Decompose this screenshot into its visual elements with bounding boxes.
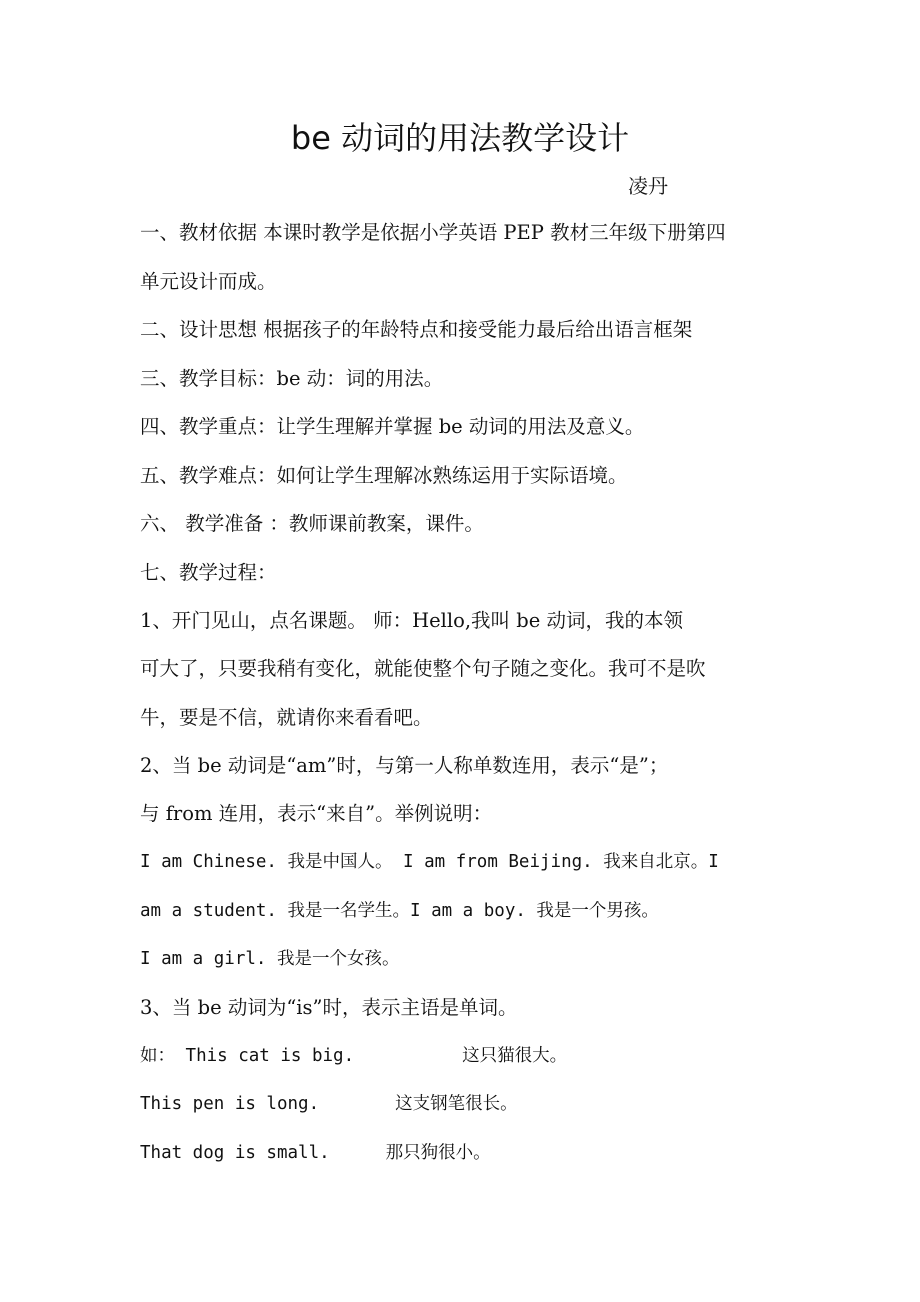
- text-line: 五、教学难点：如何让学生理解冰熟练运用于实际语境。: [140, 464, 628, 487]
- text-line: 2、当 be 动词是“am”时，与第一人称单数连用，表示“是”；: [140, 754, 669, 777]
- text-line: 可大了，只要我稍有变化，就能使整个句子随之变化。我可不是吹: [140, 657, 706, 680]
- text-line: 四、教学重点：让学生理解并掌握 be 动词的用法及意义。: [140, 415, 645, 438]
- example-english: That dog is small.: [140, 1143, 330, 1163]
- example-english: This pen is long.: [140, 1094, 320, 1114]
- text-line: I am Chinese. 我是中国人。 I am from Beijing. 我来自北京。I: [140, 852, 719, 872]
- example-chinese: 这只猫很大。: [462, 1046, 568, 1066]
- example-row: [140, 1042, 790, 1070]
- example-row: [140, 1139, 790, 1167]
- text-line: 二、设计思想 根据孩子的年龄特点和接受能力最后给出语言框架: [140, 318, 693, 341]
- text-line: 六、 教学准备 ：教师课前教案，课件。: [140, 512, 484, 535]
- example-row: [140, 1090, 790, 1118]
- text-line: 三、教学目标：be 动：词的用法。: [140, 367, 444, 390]
- text-line: 3、当 be 动词为“is”时，表示主语是单词。: [140, 996, 518, 1019]
- text-line: 七、教学过程：: [140, 561, 277, 584]
- text-line: 1、开门见山，点名课题。 师：Hello,我叫 be 动词，我的本领: [140, 609, 683, 632]
- author-name: 凌丹: [628, 174, 668, 198]
- text-line: 单元设计而成。: [140, 270, 277, 293]
- example-chinese: 这支钢笔很长。: [395, 1094, 518, 1114]
- text-line: I am a girl. 我是一个女孩。: [140, 949, 400, 969]
- text-line: 与 from 连用，表示“来自”。举例说明：: [140, 802, 493, 825]
- example-english: 如： This cat is big.: [140, 1046, 355, 1066]
- example-chinese: 那只狗很小。: [385, 1143, 491, 1163]
- text-line: am a student. 我是一名学生。I am a boy. 我是一个男孩。: [140, 901, 659, 921]
- text-line: 一、教材依据 本课时教学是依据小学英语 PEP 教材三年级下册第四: [140, 221, 726, 244]
- text-line: 牛，要是不信，就请你来看看吧。: [140, 706, 433, 729]
- page-title: be 动词的用法教学设计: [290, 119, 630, 157]
